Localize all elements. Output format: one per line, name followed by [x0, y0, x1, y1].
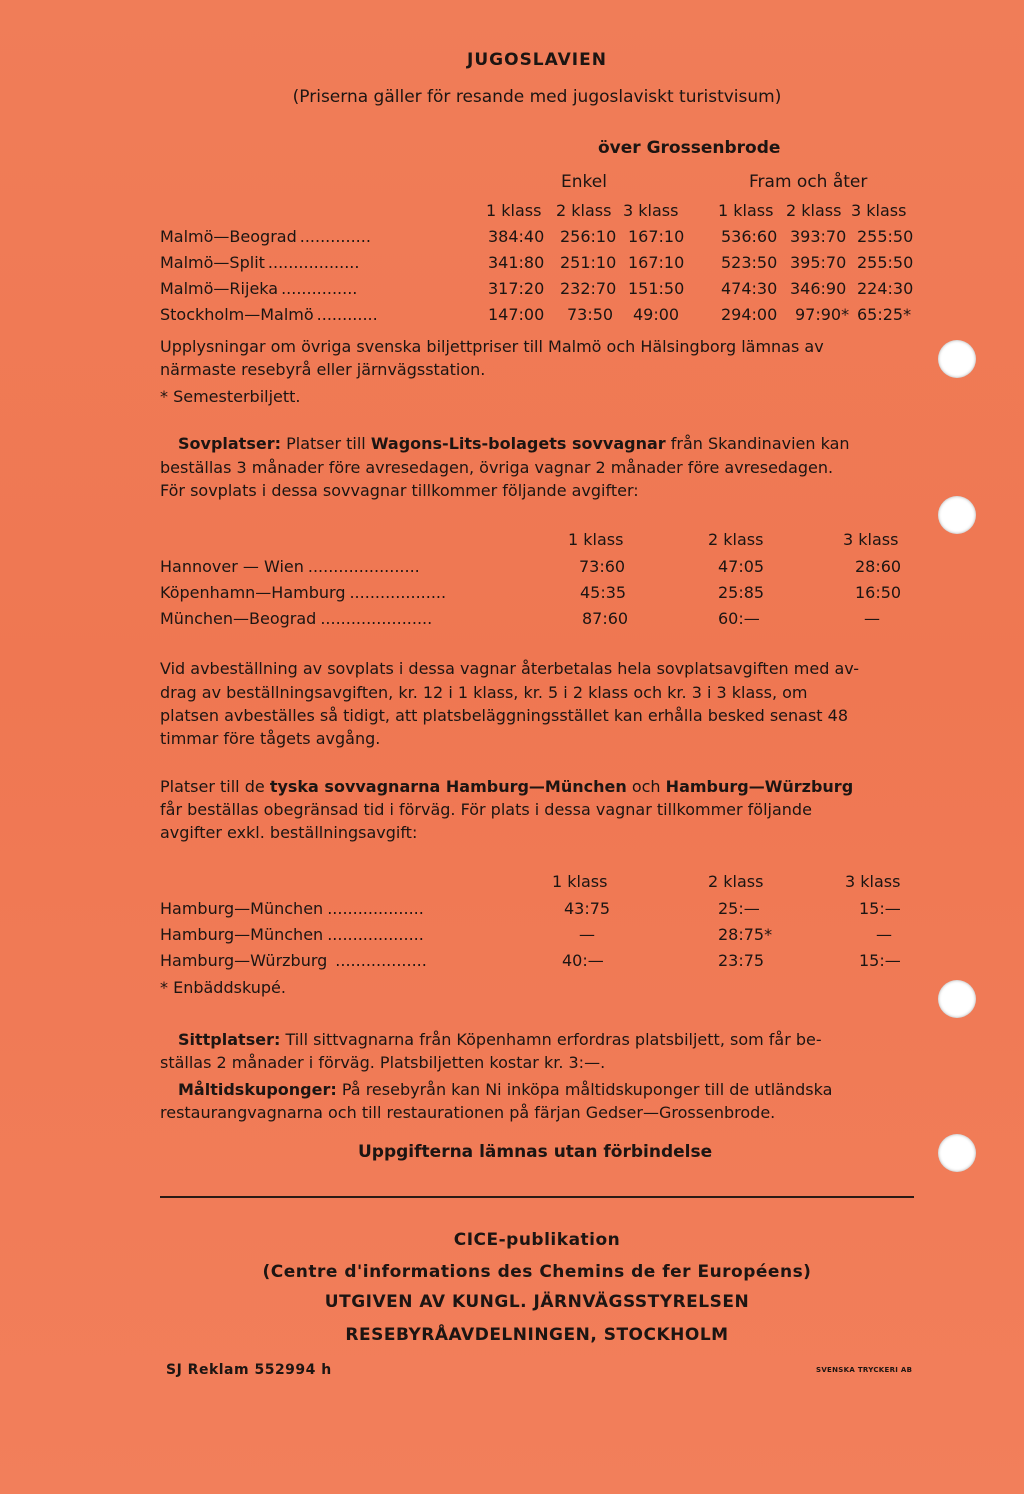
- fare-cell: 523:50: [721, 253, 778, 272]
- class-header: 3 klass: [845, 872, 901, 891]
- route-label: Malmö—Beograd ..............: [160, 227, 371, 246]
- class-header: 1 klass: [552, 872, 608, 891]
- route-label: Hamburg—Würzburg ..................: [160, 951, 427, 970]
- footer-organization: (Centre d'informations des Chemins de fer Européens): [262, 1262, 812, 1282]
- class-header: 3 klass: [843, 530, 899, 549]
- fee-cell: 73:60: [579, 557, 626, 576]
- punch-hole: [938, 980, 976, 1018]
- route-label: Köpenhamn—Hamburg ...................: [160, 583, 447, 602]
- fee-cell: 40:—: [562, 951, 604, 970]
- page-title: JUGOSLAVIEN: [467, 50, 607, 70]
- route-label: Hannover — Wien ......................: [160, 557, 420, 576]
- fare-cell: 224:30: [857, 279, 914, 298]
- fee-cell: 15:—: [859, 951, 901, 970]
- class-header: 1 klass: [568, 530, 624, 549]
- sleepers-line: Sovplatser: Platser till Wagons-Lits-bolagets sovvagnar från Skandinavien kan: [178, 434, 850, 453]
- meals-line: Måltidskuponger: På resebyrån kan Ni inköpa måltidskuponger till de utländska: [178, 1080, 833, 1099]
- seats-line: ställas 2 månader i förväg. Platsbiljetten kostar kr. 3:—.: [160, 1053, 606, 1072]
- punch-hole: [938, 1134, 976, 1172]
- fare-note-line: närmaste resebyrå eller järnvägsstation.: [160, 360, 486, 379]
- sleepers-label: Sovplatser:: [178, 434, 281, 453]
- fare-class-header: 3 klass: [851, 201, 907, 220]
- footer-publication: CICE-publikation: [453, 1230, 621, 1250]
- fare-cell: 346:90: [790, 279, 847, 298]
- page-subtitle: (Priserna gäller för resande med jugoslaviskt turistvisum): [292, 87, 782, 107]
- sleepers-line: beställas 3 månader före avresedagen, övriga vagnar 2 månader före avresedagen.: [160, 458, 834, 477]
- german-line: får beställas obegränsad tid i förväg. För plats i dessa vagnar tillkommer följande: [160, 800, 812, 819]
- fare-group-single: Enkel: [561, 172, 607, 192]
- fare-class-header: 1 klass: [718, 201, 774, 220]
- fare-cell: 65:25*: [857, 305, 912, 324]
- punch-hole: [938, 340, 976, 378]
- fee-cell: 28:60: [855, 557, 902, 576]
- fee-cell: 60:—: [718, 609, 760, 628]
- fare-cell: 341:80: [488, 253, 545, 272]
- fare-cell: 395:70: [790, 253, 847, 272]
- fee-cell: 43:75: [564, 899, 611, 918]
- fare-note-line: Upplysningar om övriga svenska biljettpriser till Malmö och Hälsingborg lämnas av: [160, 337, 824, 356]
- fare-cell: 256:10: [560, 227, 617, 246]
- fare-footnote: * Semesterbiljett.: [160, 387, 301, 406]
- sleepers-line: För sovplats i dessa sovvagnar tillkommer följande avgifter:: [160, 481, 639, 500]
- fee-cell: 25:85: [718, 583, 765, 602]
- route-label: München—Beograd ......................: [160, 609, 433, 628]
- fee-cell: 16:50: [855, 583, 902, 602]
- fee-cell: —: [579, 925, 595, 944]
- fare-cell: 167:10: [628, 227, 685, 246]
- fare-cell: 536:60: [721, 227, 778, 246]
- fee-cell: 47:05: [718, 557, 765, 576]
- fare-cell: 294:00: [721, 305, 778, 324]
- fee-cell: 45:35: [580, 583, 627, 602]
- seats-label: Sittplatser:: [178, 1030, 281, 1049]
- fee-cell: 28:75*: [718, 925, 773, 944]
- fare-cell: 49:00: [633, 305, 680, 324]
- fare-cell: 393:70: [790, 227, 847, 246]
- route-label: Malmö—Rijeka ...............: [160, 279, 358, 298]
- meals-line: restaurangvagnarna och till restaurationen på färjan Gedser—Grossenbrode.: [160, 1103, 776, 1122]
- german-line: Platser till de tyska sovvagnarna Hamburg—München och Hamburg—Würzburg: [160, 777, 854, 796]
- seats-line: Sittplatser: Till sittvagnarna från Köpenhamn erfordras platsbiljett, som får be-: [178, 1030, 822, 1049]
- fare-cell: 232:70: [560, 279, 617, 298]
- fare-cell: 255:50: [857, 227, 914, 246]
- fare-cell: 147:00: [488, 305, 545, 324]
- footer-printer: SVENSKA TRYCKERI AB: [816, 1366, 913, 1374]
- fee-cell: 87:60: [582, 609, 629, 628]
- fee-cell: —: [864, 609, 880, 628]
- paragraph-line: drag av beställningsavgiften, kr. 12 i 1 klass, kr. 5 i 2 klass och kr. 3 i 3 klass, om: [160, 683, 808, 702]
- fare-cell: 474:30: [721, 279, 778, 298]
- fare-cell: 97:90*: [795, 305, 850, 324]
- route-label: Hamburg—München ...................: [160, 899, 424, 918]
- german-footnote: * Enbäddskupé.: [160, 978, 286, 997]
- fare-via-heading: över Grossenbrode: [598, 138, 781, 158]
- paragraph-line: timmar före tågets avgång.: [160, 729, 381, 748]
- fare-cell: 167:10: [628, 253, 685, 272]
- paragraph-line: platsen avbeställes så tidigt, att platsbeläggningsstället kan erhålla besked senast 48: [160, 706, 848, 725]
- fare-cell: 317:20: [488, 279, 545, 298]
- fare-cell: 73:50: [567, 305, 614, 324]
- fare-group-return: Fram och åter: [749, 172, 868, 192]
- class-header: 2 klass: [708, 872, 764, 891]
- fare-class-header: 3 klass: [623, 201, 679, 220]
- fare-cell: 251:10: [560, 253, 617, 272]
- fare-class-header: 1 klass: [486, 201, 542, 220]
- route-label: Hamburg—München ...................: [160, 925, 424, 944]
- punch-hole: [938, 496, 976, 534]
- fare-cell: 151:50: [628, 279, 685, 298]
- fee-cell: 23:75: [718, 951, 765, 970]
- divider: [160, 1196, 914, 1198]
- meals-label: Måltidskuponger:: [178, 1080, 337, 1099]
- fare-class-header: 2 klass: [556, 201, 612, 220]
- german-line: avgifter exkl. beställningsavgift:: [160, 823, 418, 842]
- route-label: Malmö—Split ..................: [160, 253, 360, 272]
- fare-class-header: 2 klass: [786, 201, 842, 220]
- fare-cell: 255:50: [857, 253, 914, 272]
- disclaimer: Uppgifterna lämnas utan förbindelse: [358, 1142, 713, 1162]
- footer-department: RESEBYRÅAVDELNINGEN, STOCKHOLM: [345, 1325, 729, 1345]
- route-label: Stockholm—Malmö ............: [160, 305, 378, 324]
- fee-cell: 15:—: [859, 899, 901, 918]
- fare-cell: 384:40: [488, 227, 545, 246]
- footer-reference: SJ Reklam 552994 h: [166, 1362, 332, 1378]
- fee-cell: 25:—: [718, 899, 760, 918]
- footer-publisher: UTGIVEN AV KUNGL. JÄRNVÄGSSTYRELSEN: [324, 1292, 750, 1312]
- class-header: 2 klass: [708, 530, 764, 549]
- fee-cell: —: [876, 925, 892, 944]
- paragraph-line: Vid avbeställning av sovplats i dessa vagnar återbetalas hela sovplatsavgiften med av-: [160, 659, 860, 678]
